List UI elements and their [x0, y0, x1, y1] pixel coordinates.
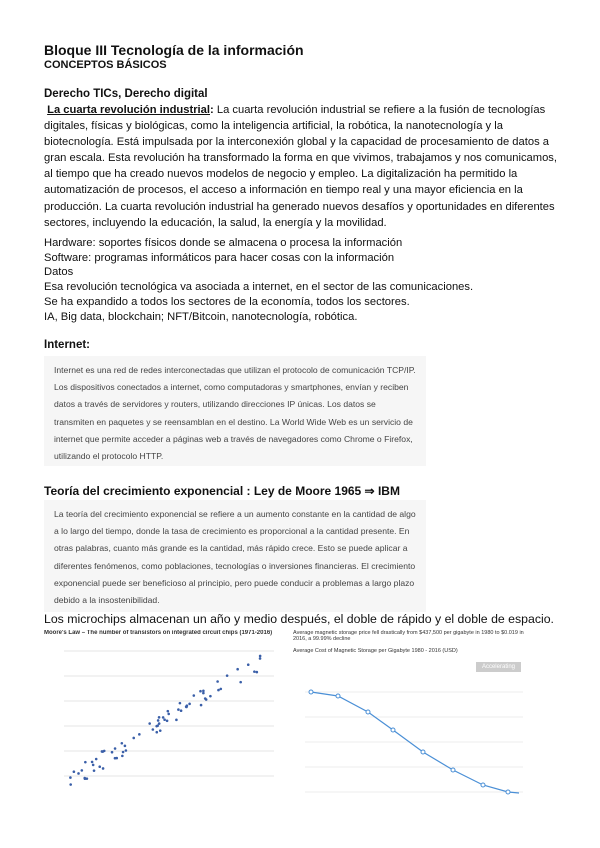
chart-point — [247, 663, 250, 666]
storage-chart-title: Average magnetic storage price fell drastically from $437,500 per gigabyte in 1980 to $0.019 in 2016, a 99.99% decline — [293, 630, 524, 642]
paragraph-body: La cuarta revolución industrial se refiere a la fusión de tecnologías digitales, físicas y biológicas, como la inteligencia artificial, la robótica, la nanotecnología y la biotecnología. Está impulsada por la interconexión global y la capacidad de procesamiento de datos a gran escala. Esta revolución ha transformado la forma en que vivimos, trabajamos y nos comunicamos, al tiempo que ha creado nuevos modelos de negocio y empleo. La digitalización ha permitido la automatización de procesos, el acceso a información en tiempo real y una mayor eficiencia en la producción. La cuarta revolución industrial ha generado nuevos desafíos y oportunidades en diferentes sectores, incluyendo la educación, la salud, la energía y la movilidad. — [44, 104, 558, 229]
chart-point — [69, 783, 72, 786]
chart-point — [239, 681, 242, 684]
list-item: Esa revolución tecnológica va asociada a internet, en el sector de las comunicaciones. — [44, 281, 474, 294]
chart-point — [121, 742, 124, 745]
page-title: Bloque III Tecnología de la información — [44, 42, 304, 58]
chart-point — [73, 770, 76, 773]
list-item: Software: programas informáticos para hacer cosas con la información — [44, 251, 395, 264]
chart-point — [185, 706, 188, 709]
chart-point — [122, 751, 125, 754]
chart-point — [102, 767, 105, 770]
chart-point — [193, 694, 196, 697]
moore-heading: Teoría del crecimiento exponencial : Ley de Moore 1965 ⇒ IBM — [44, 484, 400, 498]
chart-point — [159, 729, 162, 732]
chart-point — [98, 765, 101, 768]
chart-point — [158, 716, 161, 719]
chart-point — [256, 671, 259, 674]
chart-point — [177, 708, 180, 711]
chart-point — [188, 703, 191, 706]
chart-point — [217, 689, 220, 692]
chart-point — [84, 761, 87, 764]
chart-point — [125, 749, 128, 752]
chart-point — [236, 668, 239, 671]
chart-point — [200, 704, 203, 707]
chart-point — [180, 709, 183, 712]
storage-chart-graphic — [283, 672, 531, 802]
chart-point — [202, 690, 205, 693]
chart-point — [179, 702, 182, 705]
concept-list — [44, 236, 473, 324]
chart-point — [205, 698, 208, 701]
section-heading-derecho: Derecho TICs, Derecho digital — [44, 88, 208, 100]
chart-point — [111, 751, 114, 754]
chart-point — [77, 772, 80, 775]
storage-chart-subtitle: Average Cost of Magnetic Storage per Gigabyte 1980 - 2016 (USD) — [293, 648, 458, 654]
moore-chart-graphic — [44, 636, 278, 796]
chart-point — [132, 737, 135, 740]
internet-quote-box: Internet es una red de redes interconectadas que utilizan el protocolo de comunicación TCP/IP. Los dispositivos conectados a internet, como computadoras y smartphones, envían y reciben datos a través de servidores y routers, utilizando direcciones IP únicas. Los datos se transmiten en paquetes y se reensamblan en el destino. La World Wide Web es un servicio de internet que permite acceder a páginas web a través de navegadores como Chrome o Firefox, utilizando el protocolo HTTP. — [44, 356, 426, 466]
chart-point — [175, 719, 178, 722]
chart-point — [124, 745, 127, 748]
chart-point — [92, 764, 95, 767]
chart-point — [69, 776, 72, 779]
chart-point — [152, 728, 155, 731]
chart-point — [157, 719, 160, 722]
storage-price-chart-image — [283, 630, 531, 802]
list-item: Datos — [44, 266, 74, 279]
chart-point — [148, 722, 151, 725]
lead-term: La cuarta revolución industrial — [47, 104, 210, 116]
chart-point — [101, 750, 104, 753]
chart-point — [158, 722, 161, 725]
chart-point — [166, 719, 169, 722]
chart-point — [163, 718, 166, 721]
chart-point — [121, 755, 124, 758]
accelerating-button[interactable]: Accelerating — [476, 662, 521, 672]
chart-point — [209, 695, 212, 698]
chart-point — [114, 747, 117, 750]
chart-point — [199, 690, 202, 693]
internet-heading: Internet: — [44, 339, 90, 351]
list-item: Hardware: soportes físicos donde se almacena o procesa la información — [44, 237, 403, 249]
chart-point — [259, 657, 262, 660]
chart-point — [81, 769, 84, 772]
list-item: IA, Big data, blockchain; NFT/Bitcoin, nanotecnología, robótica. — [44, 310, 358, 323]
chart-point — [216, 680, 219, 683]
chart-point — [162, 716, 165, 719]
chart-point — [114, 757, 117, 760]
list-item: Se ha expandido a todos los sectores de la economía, todos los sectores. — [44, 295, 410, 308]
page-subtitle: CONCEPTOS BÁSICOS — [44, 59, 167, 71]
chart-point — [155, 731, 158, 734]
moore-quote-box: La teoría del crecimiento exponencial se refiere a un aumento constante en la cantidad de algo a lo largo del tiempo, donde la tasa de crecimiento es proporcional a la cantidad presente. En otras palabras, cuanto más grande es la cantidad, más rápido crece. Esto se puede aplicar a diferentes fenómenos, como poblaciones, tecnologías o inversiones financieras. El crecimiento exponencial puede ser beneficioso al principio, pero puede conducir a problemas a largo plazo debido a la insostenibilidad. — [44, 500, 426, 612]
chart-point — [202, 692, 205, 695]
chart-point — [138, 733, 141, 736]
microchips-text: Los microchips almacenan un año y medio después, el doble de rápido y el doble de espacio. — [44, 612, 554, 626]
colon: : — [210, 104, 214, 116]
chart-point — [219, 688, 222, 691]
moore-law-chart-image — [44, 630, 278, 802]
chart-point — [226, 674, 229, 677]
moore-chart-title: Moore's Law – The number of transistors on integrated circuit chips (1971-2016) — [44, 630, 273, 636]
chart-point — [86, 777, 89, 780]
chart-point — [155, 725, 158, 728]
chart-point — [167, 713, 170, 716]
chart-point — [91, 761, 94, 764]
revolution-paragraph — [44, 102, 564, 231]
chart-point — [167, 710, 170, 713]
chart-point — [253, 670, 256, 673]
chart-point — [93, 769, 96, 772]
chart-point — [259, 655, 262, 658]
chart-point — [95, 758, 98, 761]
